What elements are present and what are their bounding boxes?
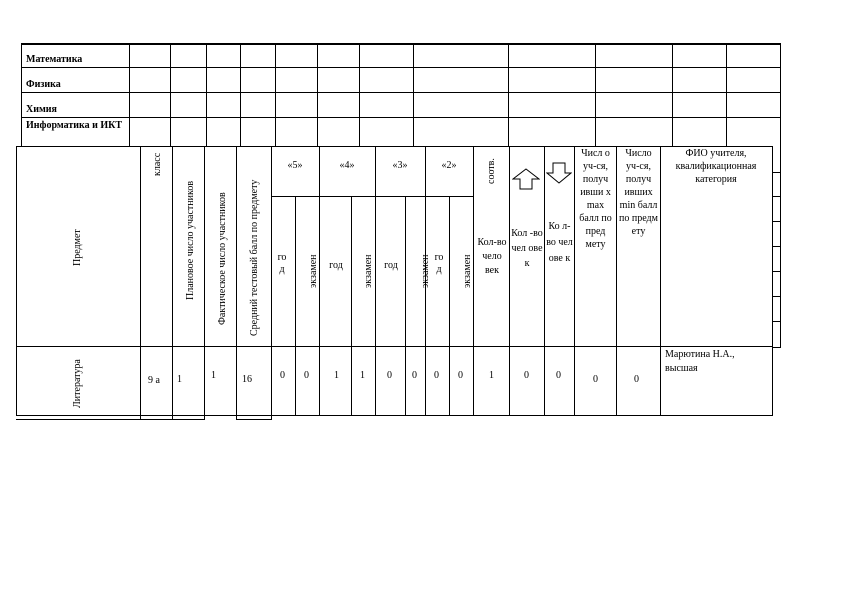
header-god-3: год: [384, 260, 398, 271]
row-g2-ekz: 0: [458, 370, 463, 381]
header-god-5: го д: [277, 252, 287, 275]
header-ekzamen-3: экзамен: [420, 254, 431, 288]
row-g4-ekz: 1: [360, 370, 365, 381]
row-min: 0: [634, 374, 639, 385]
row-g5-god: 0: [280, 370, 285, 381]
header-planovoe: Плановое число участников: [185, 180, 196, 300]
row-g4-god: 1: [334, 370, 339, 381]
header-grade-5: «5»: [287, 160, 303, 171]
header-fio: ФИО учителя, квалификационная категория: [675, 148, 757, 185]
row-up: 0: [524, 370, 529, 381]
row-g3-god: 0: [387, 370, 392, 381]
header-klass: класс: [152, 152, 163, 176]
row-teacher: Марютина Н.А., высшая: [665, 349, 735, 374]
back-row-subject: Физика: [26, 79, 61, 90]
row-g3-ekz: 0: [412, 370, 417, 381]
header-min-ball: Число уч-ся, получ ивших min балл по предм ету: [619, 148, 658, 237]
header-sootv: соотв.: [486, 158, 497, 184]
row-fact: 1: [211, 370, 216, 381]
header-kol-down: Ко л-во чел ове к: [546, 221, 573, 264]
arrow-up-icon: [512, 168, 540, 190]
header-ekzamen-5: экзамен: [308, 254, 319, 288]
header-max-ball: Числ о уч-ся, получ ивши х max балл по пред мету: [579, 148, 612, 250]
back-row-subject: Химия: [26, 104, 57, 115]
header-ekzamen-2: экзамен: [462, 254, 473, 288]
row-g5-ekz: 0: [304, 370, 309, 381]
back-row-subject: Информатика и ИКТ: [26, 120, 123, 131]
arrow-down-icon: [546, 162, 572, 184]
header-god-4: год: [329, 260, 343, 271]
row-klass: 9 а: [148, 375, 160, 386]
back-row-subject: Математика: [26, 54, 83, 65]
header-ekzamen-4: экзамен: [363, 254, 374, 288]
row-down: 0: [556, 370, 561, 381]
header-kol-chelovek: Кол-во чело век: [477, 237, 507, 276]
row-subject: Литература: [72, 359, 83, 408]
row-plan: 1: [177, 374, 182, 385]
header-grade-4: «4»: [339, 160, 355, 171]
header-predmet: Предмет: [72, 229, 83, 266]
header-grade-3: «3»: [392, 160, 408, 171]
row-max: 0: [593, 374, 598, 385]
header-kol-up: Кол -во чел ове к: [511, 228, 543, 269]
header-sredniy: Средний тестовый балл по предмету: [249, 179, 260, 336]
row-avg: 16: [242, 374, 252, 385]
header-fakticheskoe: Фактическое число участников: [217, 192, 228, 325]
header-grade-2: «2»: [441, 160, 457, 171]
header-god-2: го д: [434, 252, 444, 275]
row-g2-god: 0: [434, 370, 439, 381]
row-sootv: 1: [489, 370, 494, 381]
